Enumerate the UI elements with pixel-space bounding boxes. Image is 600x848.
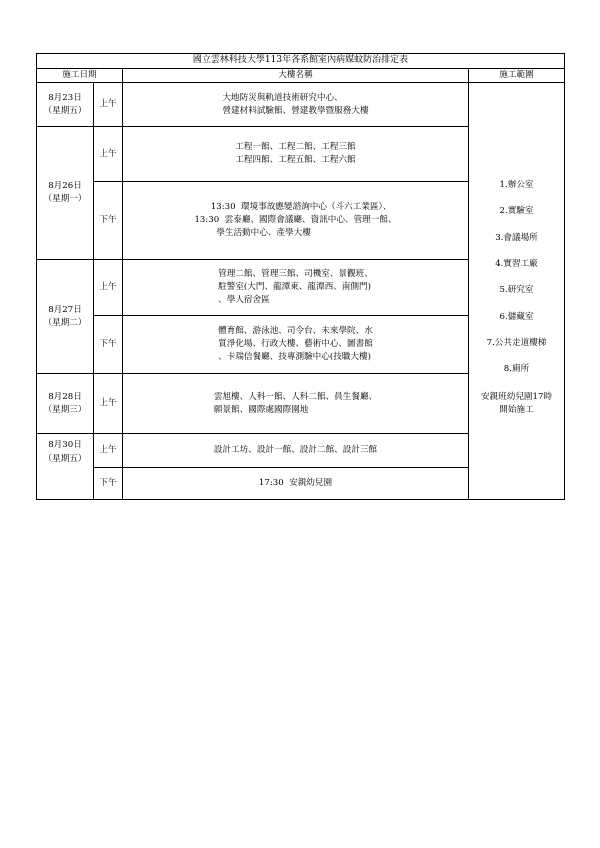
- building-line: 、卡瑞信餐廳、技專測驗中心(技職大樓): [218, 352, 371, 363]
- weekday-text: （星期一）: [43, 194, 87, 205]
- scope-item: 1.辦公室: [499, 180, 534, 191]
- building-cell: [123, 127, 469, 182]
- building-cell: 設計工坊、設計一館、設計二館、設計三館: [123, 434, 469, 468]
- scope-item: 5.研究室: [499, 285, 534, 296]
- table-row: [37, 83, 565, 127]
- building-line: 、學人宿舍區: [218, 295, 270, 306]
- date-text: 8月27日: [48, 304, 82, 315]
- header-date: 施工日期: [37, 69, 123, 83]
- table-title: 國立雲林科技大學113年各系館室內病媒蚊防治排定表: [37, 54, 565, 69]
- date-text: 8月26日: [48, 181, 82, 191]
- schedule-table: [36, 53, 565, 500]
- scope-note: [469, 391, 564, 417]
- scope-item: 3.會議場所: [495, 232, 538, 243]
- building-cell: [123, 83, 469, 127]
- building-line: 駐警室(大門、龍潭東、龍潭西、南側門): [218, 282, 371, 293]
- period-cell: 上午: [94, 127, 123, 182]
- period-cell: 上午: [94, 374, 123, 434]
- weekday-text: （星期五）: [43, 105, 87, 116]
- building-cell: [123, 316, 469, 374]
- building-line: 學生活動中心、產學大樓: [194, 228, 311, 239]
- period-cell: 下午: [94, 316, 123, 374]
- scope-item: 7.公共走道樓梯: [486, 338, 547, 349]
- header-building: 大樓名稱: [123, 69, 469, 83]
- weekday-text: （星期二）: [43, 317, 87, 328]
- period-cell: 下午: [94, 468, 123, 500]
- building-line: 管理二館、管理三館、司機室、景觀班、: [218, 268, 373, 279]
- scope-item: 8.廁所: [503, 364, 530, 375]
- date-text: 8月23日: [48, 92, 82, 103]
- building-line: 質淨化場、行政大樓、藝術中心、圖書館: [218, 339, 373, 350]
- date-cell: [37, 434, 94, 500]
- building-cell: [123, 260, 469, 316]
- weekday-text: （星期三）: [43, 404, 87, 415]
- period-cell: 下午: [94, 182, 123, 260]
- building-line: 13:30 雲泰廳、國際會議廳、資訊中心、管理一館、: [194, 215, 397, 226]
- header-scope: 施工範圍: [469, 69, 565, 83]
- building-cell: 17:30 安親幼兒園: [123, 468, 469, 500]
- date-cell: [37, 374, 94, 434]
- building-line: 大地防災與軌道技術研究中心、: [222, 92, 343, 103]
- scope-note-line: 安親班幼兒園17時: [480, 391, 553, 402]
- building-line: 工程四館、工程五館、工程六館: [235, 155, 356, 166]
- weekday-text: （星期五）: [43, 453, 87, 464]
- date-text: 8月28日: [48, 391, 82, 402]
- building-line: 體育館、游泳池、司令台、未來學院、水: [218, 325, 373, 336]
- building-line: 13:30 環境事故應變諮詢中心（斗六工業區）、: [210, 201, 392, 212]
- scope-item: 4.實習工廠: [495, 259, 538, 270]
- building-cell: [123, 374, 469, 434]
- period-cell: 上午: [94, 83, 123, 127]
- date-cell: [37, 83, 94, 127]
- date-cell: [37, 260, 94, 374]
- building-line: 工程一館、工程二館、工程三館: [235, 142, 356, 152]
- scope-item: 6.儲藏室: [499, 311, 534, 322]
- building-cell: [123, 182, 469, 260]
- period-cell: 上午: [94, 434, 123, 468]
- building-line: 營建材料試驗館、營建教學暨服務大樓: [222, 105, 369, 116]
- date-cell: [37, 127, 94, 260]
- building-line: 願景館、國際處國際園地: [213, 404, 309, 415]
- scope-item: 2.實驗室: [499, 206, 534, 217]
- scope-cell: [469, 83, 565, 500]
- scope-note-line: 開始施工: [499, 404, 534, 415]
- date-text: 8月30日: [48, 440, 82, 451]
- building-line: 雲旭樓、人科一館、人科二館、員生餐廳、: [213, 391, 378, 402]
- period-cell: 上午: [94, 260, 123, 316]
